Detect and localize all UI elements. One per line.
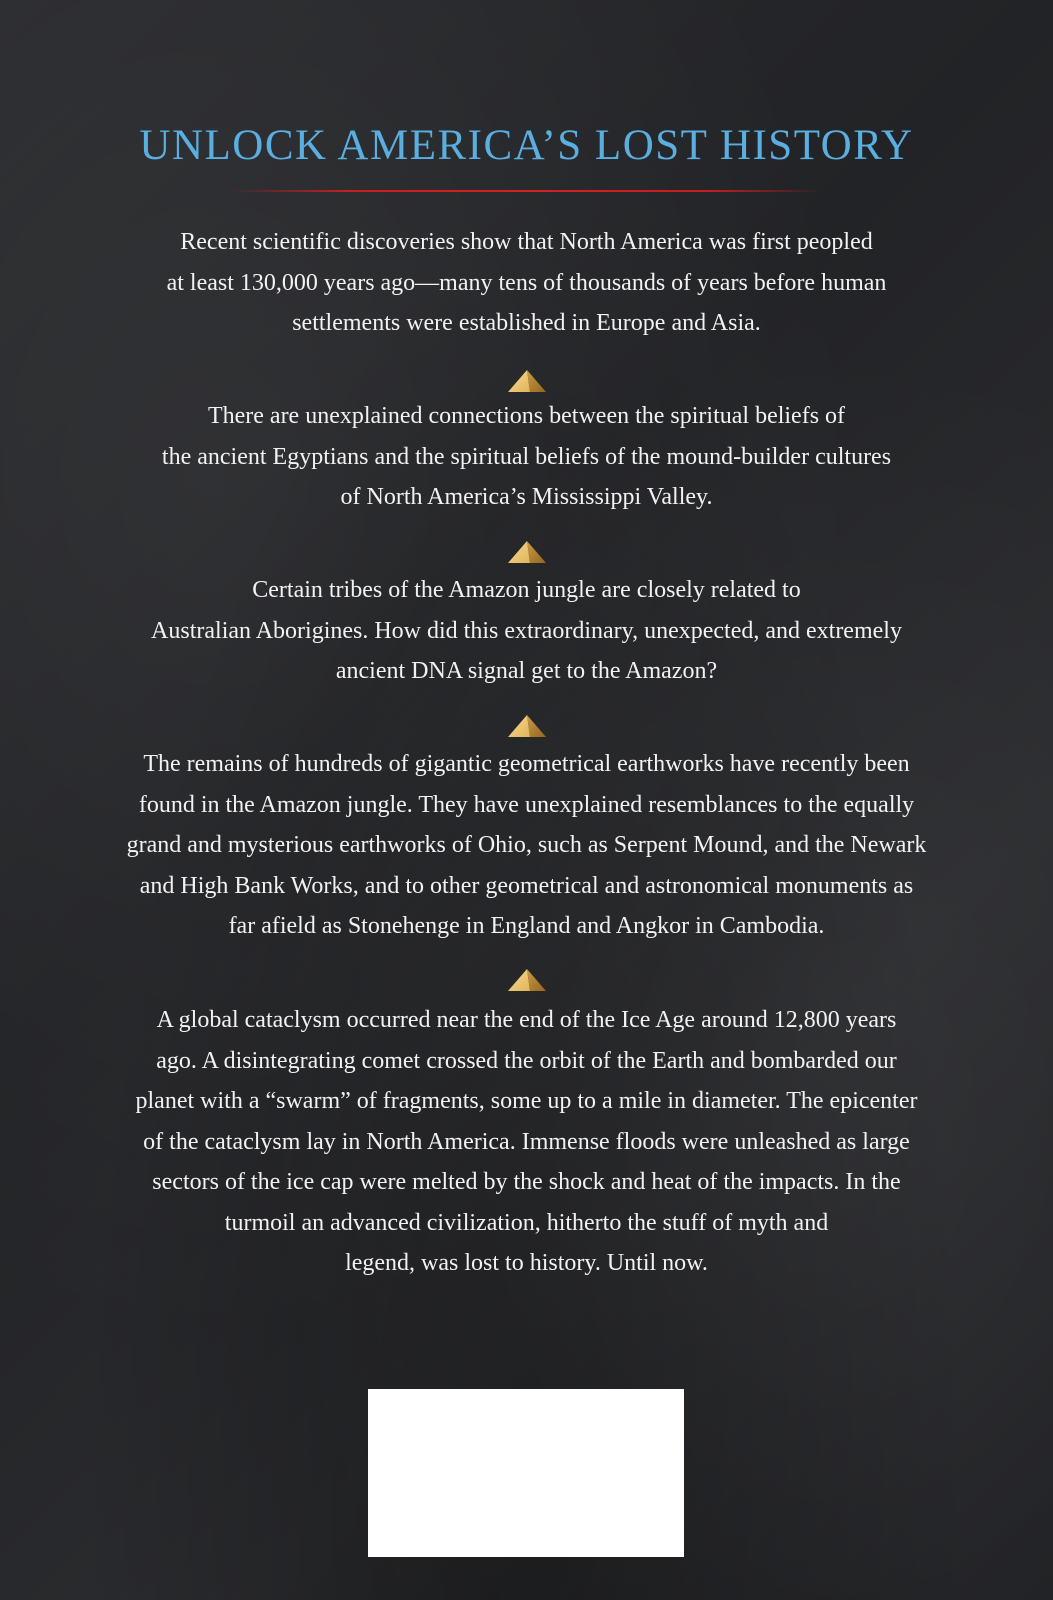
blurb-line: at least 130,000 years ago—many tens of thousands of years before human <box>166 269 887 296</box>
blurb-paragraph-2 <box>36 396 1017 518</box>
blurb-line: Certain tribes of the Amazon jungle are closely related to <box>252 577 801 603</box>
blurb-line: found in the Amazon jungle. They have unexplained resemblances to the equally <box>138 791 915 818</box>
blurb-paragraph-4 <box>36 744 1017 947</box>
blurb-line: planet with a “swarm” of fragments, some up to a mile in diameter. The epicenter <box>135 1088 918 1114</box>
pyramid-icon <box>508 715 546 737</box>
red-divider-rule <box>230 190 823 192</box>
barcode-placeholder <box>368 1389 684 1557</box>
blurb-line: turmoil an advanced civilization, hitherto the stuff of myth and <box>224 1209 829 1236</box>
blurb-line: The remains of hundreds of gigantic geometrical earthworks have recently been <box>143 751 910 777</box>
pyramid-icon <box>508 541 546 563</box>
blurb-line: of the cataclysm lay in North America. Immense floods were unleashed as large <box>143 1128 910 1155</box>
blurb-line: There are unexplained connections between the spiritual beliefs of <box>207 403 846 429</box>
blurb-line: Recent scientific discoveries show that North America was first peopled <box>180 229 873 255</box>
pyramid-icon <box>508 969 546 991</box>
blurb-paragraph-5 <box>36 1000 1017 1284</box>
blurb-line: sectors of the ice cap were melted by the shock and heat of the impacts. In the <box>152 1169 901 1195</box>
blurb-line: of North America’s Mississippi Valley. <box>340 484 713 510</box>
blurb-line: ancient DNA signal get to the Amazon? <box>335 658 718 684</box>
blurb-paragraph-3 <box>36 570 1017 692</box>
headline: UNLOCK AMERICA’S LOST HISTORY <box>139 122 914 169</box>
blurb-line: far afield as Stonehenge in England and Angkor in Cambodia. <box>228 913 825 939</box>
blurb-line: Australian Aborigines. How did this extraordinary, unexpected, and extremely <box>151 617 902 644</box>
blurb-line: grand and mysterious earthworks of Ohio, such as Serpent Mound, and the Newark <box>126 832 927 858</box>
blurb-line: A global cataclysm occurred near the end of the Ice Age around 12,800 years <box>156 1007 897 1033</box>
pyramid-icon <box>508 370 546 392</box>
blurb-line: and High Bank Works, and to other geometrical and astronomical monuments as <box>139 872 914 899</box>
blurb-paragraph-1 <box>36 222 1017 344</box>
blurb-line: the ancient Egyptians and the spiritual beliefs of the mound-builder cultures <box>161 443 892 470</box>
blurb-line: settlements were established in Europe and Asia. <box>292 310 761 336</box>
blurb-line: ago. A disintegrating comet crossed the orbit of the Earth and bombarded our <box>156 1047 897 1074</box>
blurb-line: legend, was lost to history. Until now. <box>345 1250 708 1276</box>
